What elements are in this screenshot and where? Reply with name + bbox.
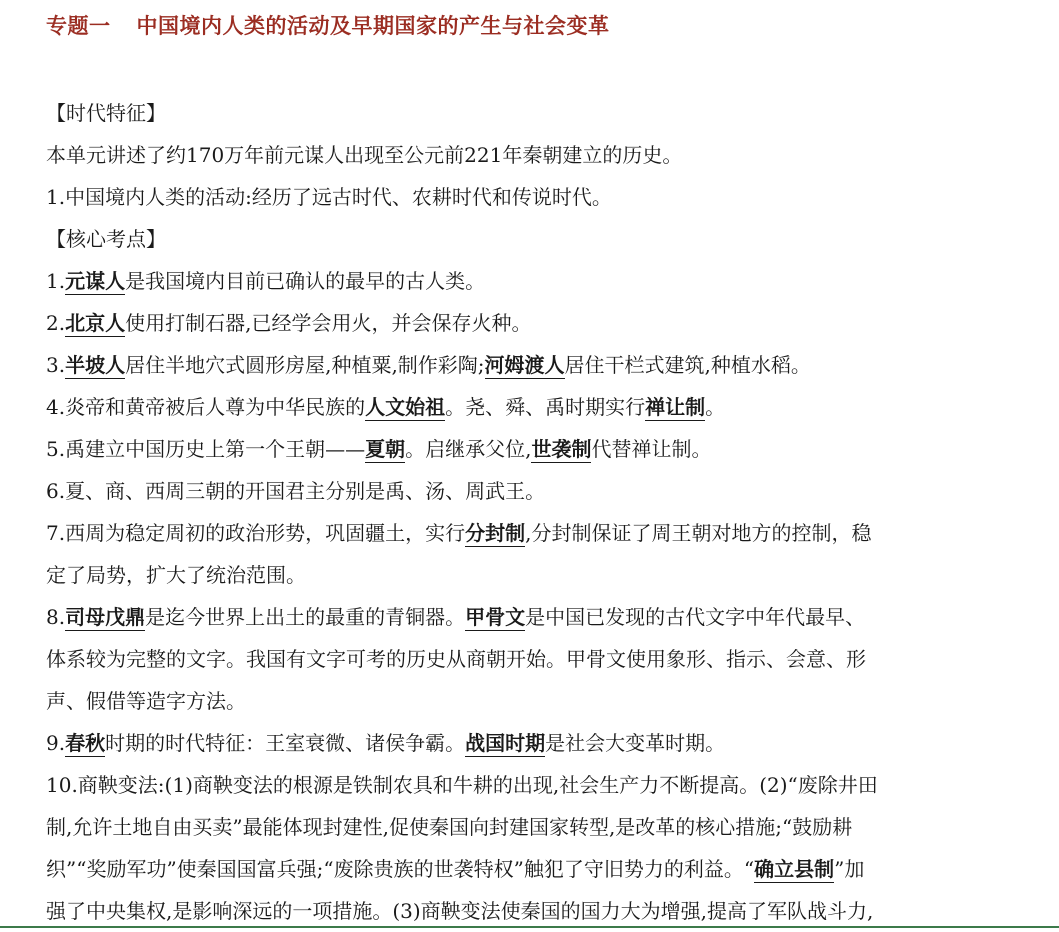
- point-number: 9.: [46, 731, 66, 755]
- key-term: 夏朝: [365, 437, 406, 461]
- key-point-10-cont2: [46, 848, 1036, 890]
- key-heading: 【核心考点】: [46, 227, 166, 251]
- point-text: ,分封制保证了周王朝对地方的控制，稳: [525, 521, 872, 545]
- title-main: 中国境内人类的活动及早期国家的产生与社会变革: [136, 14, 610, 38]
- key-point-5: [46, 428, 1036, 470]
- key-point-7: [46, 512, 1036, 554]
- era-intro: 本单元讲述了约170万年前元谋人出现至公元前221年秦朝建立的历史。: [46, 143, 683, 167]
- page-bottom-divider: [0, 926, 1059, 928]
- point-number: 8.: [46, 605, 66, 629]
- point-text: 时期的时代特征：王室衰微、诸侯争霸。: [105, 731, 466, 755]
- key-point-3: [46, 344, 1036, 386]
- point-text: 。尧、舜、禹时期实行: [445, 395, 646, 419]
- key-point-2: [46, 302, 1036, 344]
- key-term: 世袭制: [531, 437, 592, 461]
- key-term: 春秋: [65, 731, 106, 755]
- point-text: 4.炎帝和黄帝被后人尊为中华民族的: [46, 395, 366, 419]
- document-body: [46, 92, 1036, 932]
- key-point-8-cont: 体系较为完整的文字。我国有文字可考的历史从商朝开始。甲骨文使用象形、指示、会意、形: [46, 647, 866, 671]
- point-text: 织”“奖励军功”使秦国国富兵强;“废除贵族的世袭特权”触犯了守旧势力的利益。“: [46, 857, 755, 881]
- key-term: 禅让制: [645, 395, 706, 419]
- key-term: 战国时期: [465, 731, 546, 755]
- key-point-4: [46, 386, 1036, 428]
- key-point-10-cont: 制,允许土地自由买卖”最能体现封建性,促使秦国向封建国家转型,是改革的核心措施;“鼓励耕: [46, 815, 853, 839]
- point-text: 5.禹建立中国历史上第一个王朝——: [46, 437, 366, 461]
- point-number: 1.: [46, 269, 66, 293]
- point-text: 。启继承父位,: [405, 437, 532, 461]
- point-text: 是社会大变革时期。: [545, 731, 726, 755]
- key-point-7-cont: 定了局势，扩大了统治范围。: [46, 563, 306, 587]
- key-point-1: [46, 260, 1036, 302]
- point-text: 代替禅让制。: [591, 437, 712, 461]
- point-text: 是中国已发现的古代文字中年代最早、: [525, 605, 866, 629]
- era-heading: 【时代特征】: [46, 101, 166, 125]
- point-text: 使用打制石器,已经学会用火，并会保存火种。: [125, 311, 532, 335]
- key-point-10: 10.商鞅变法:(1)商鞅变法的根源是铁制农具和牛耕的出现,社会生产力不断提高。(2)“废除井田: [46, 773, 878, 797]
- key-term: 分封制: [465, 521, 526, 545]
- key-term: 北京人: [65, 311, 126, 335]
- page-title: [46, 10, 610, 40]
- point-text: 居住半地穴式圆形房屋,种植粟,制作彩陶;: [125, 353, 485, 377]
- point-text: 居住干栏式建筑,种植水稻。: [564, 353, 811, 377]
- key-point-8: [46, 596, 1036, 638]
- point-text: 是迄今世界上出土的最重的青铜器。: [145, 605, 466, 629]
- key-point-6: 6.夏、商、西周三朝的开国君主分别是禹、汤、周武王。: [46, 479, 546, 503]
- key-term: 确立县制: [754, 857, 835, 881]
- key-term: 半坡人: [65, 353, 126, 377]
- point-text: 是我国境内目前已确认的最早的古人类。: [125, 269, 486, 293]
- point-text: 7.西周为稳定周初的政治形势，巩固疆土，实行: [46, 521, 466, 545]
- key-term: 司母戊鼎: [65, 605, 146, 629]
- key-point-8-cont2: 声、假借等造字方法。: [46, 689, 246, 713]
- point-number: 3.: [46, 353, 66, 377]
- key-point-9: [46, 722, 1036, 764]
- key-term: 甲骨文: [465, 605, 526, 629]
- key-term: 河姆渡人: [484, 353, 565, 377]
- point-text: ”加: [834, 857, 865, 881]
- era-item-1: 1.中国境内人类的活动:经历了远古时代、农耕时代和传说时代。: [46, 185, 612, 209]
- key-term: 人文始祖: [365, 395, 446, 419]
- key-term: 元谋人: [65, 269, 126, 293]
- point-text: 。: [705, 395, 726, 419]
- title-prefix: 专题一: [46, 14, 111, 38]
- point-number: 2.: [46, 311, 66, 335]
- key-point-10-cont3: 强了中央集权,是影响深远的一项措施。(3)商鞅变法使秦国的国力大为增强,提高了军队战斗力,: [46, 899, 874, 923]
